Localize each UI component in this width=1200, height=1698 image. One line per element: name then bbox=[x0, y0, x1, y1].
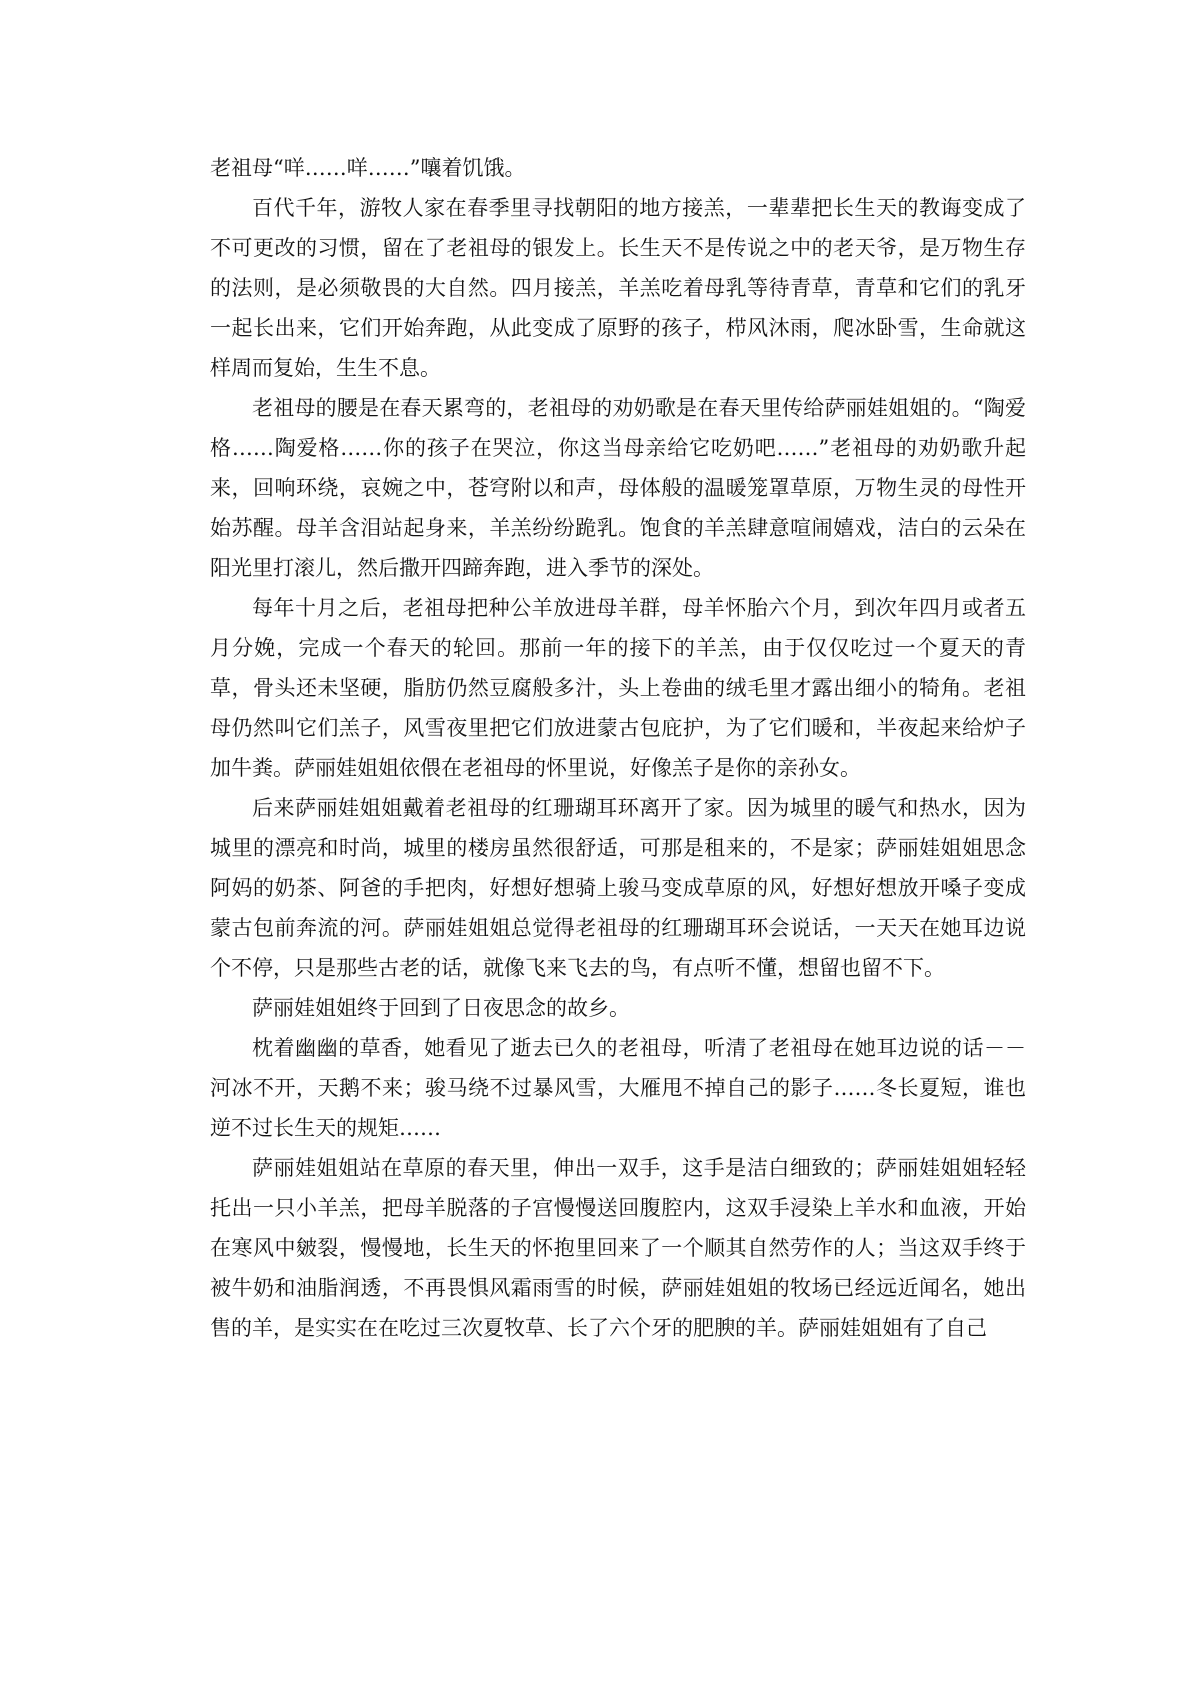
paragraph-1: 老祖母“咩……咩……”嚷着饥饿。 bbox=[210, 156, 526, 180]
paragraph-5: 后来萨丽娃姐姐戴着老祖母的红珊瑚耳环离开了家。因为城里的暖气和热水，因为城里的漂亮和时尚，城里的楼房虽然很舒适，可那是租来的，不是家；萨丽娃姐姐思念阿妈的奶茶、阿爸的手把肉，好想好想骑上骏马变成草原的风，好想好想放开嗓子变成蒙古包前奔流的河。萨丽娃姐姐总觉得老祖母的红珊瑚耳环会说话，一天天在她耳边说个不停，只是那些古老的话，就像飞来飞去的鸟，有点听不懂，想留也留不下。 bbox=[210, 796, 1026, 980]
paragraph-6: 萨丽娃姐姐终于回到了日夜思念的故乡。 bbox=[252, 996, 630, 1020]
paragraph-4: 每年十月之后，老祖母把种公羊放进母羊群，母羊怀胎六个月，到次年四月或者五月分娩，完成一个春天的轮回。那前一年的接下的羊羔，由于仅仅吃过一个夏天的青草，骨头还未坚硬，脂肪仍然豆腐般多汁，头上卷曲的绒毛里才露出细小的犄角。老祖母仍然叫它们羔子，风雪夜里把它们放进蒙古包庇护，为了它们暖和，半夜起来给炉子加牛粪。萨丽娃姐姐依偎在老祖母的怀里说，好像羔子是你的亲孙女。 bbox=[210, 596, 1026, 780]
paragraph-2: 百代千年，游牧人家在春季里寻找朝阳的地方接羔，一辈辈把长生天的教诲变成了不可更改的习惯，留在了老祖母的银发上。长生天不是传说之中的老天爷，是万物生存的法则，是必须敬畏的大自然。四月接羔，羊羔吃着母乳等待青草，青草和它们的乳牙一起长出来，它们开始奔跑，从此变成了原野的孩子，栉风沐雨，爬冰卧雪，生命就这样周而复始，生生不息。 bbox=[210, 196, 1026, 380]
body-text bbox=[210, 148, 1026, 1348]
paragraph-7: 枕着幽幽的草香，她看见了逝去已久的老祖母，听清了老祖母在她耳边说的话－－河冰不开，天鹅不来；骏马绕不过暴风雪，大雁甩不掉自己的影子……冬长夏短，谁也逆不过长生天的规矩…… bbox=[210, 1036, 1026, 1140]
paragraph-8: 萨丽娃姐姐站在草原的春天里，伸出一双手，这手是洁白细致的；萨丽娃姐姐轻轻托出一只小羊羔，把母羊脱落的子宫慢慢送回腹腔内，这双手浸染上羊水和血液，开始在寒风中皴裂，慢慢地，长生天的怀抱里回来了一个顺其自然劳作的人；当这双手终于被牛奶和油脂润透，不再畏惧风霜雨雪的时候，萨丽娃姐姐的牧场已经远近闻名，她出售的羊，是实实在在吃过三次夏牧草、长了六个牙的肥腴的羊。萨丽娃姐姐有了自己 bbox=[210, 1156, 1026, 1340]
paragraph-3: 老祖母的腰是在春天累弯的，老祖母的劝奶歌是在春天里传给萨丽娃姐姐的。“陶爱格……陶爱格……你的孩子在哭泣，你这当母亲给它吃奶吧……”老祖母的劝奶歌升起来，回响环绕，哀婉之中，苍穹附以和声，母体般的温暖笼罩草原，万物生灵的母性开始苏醒。母羊含泪站起身来，羊羔纷纷跪乳。饱食的羊羔肆意喧闹嬉戏，洁白的云朵在阳光里打滚儿，然后撒开四蹄奔跑，进入季节的深处。 bbox=[210, 396, 1026, 580]
